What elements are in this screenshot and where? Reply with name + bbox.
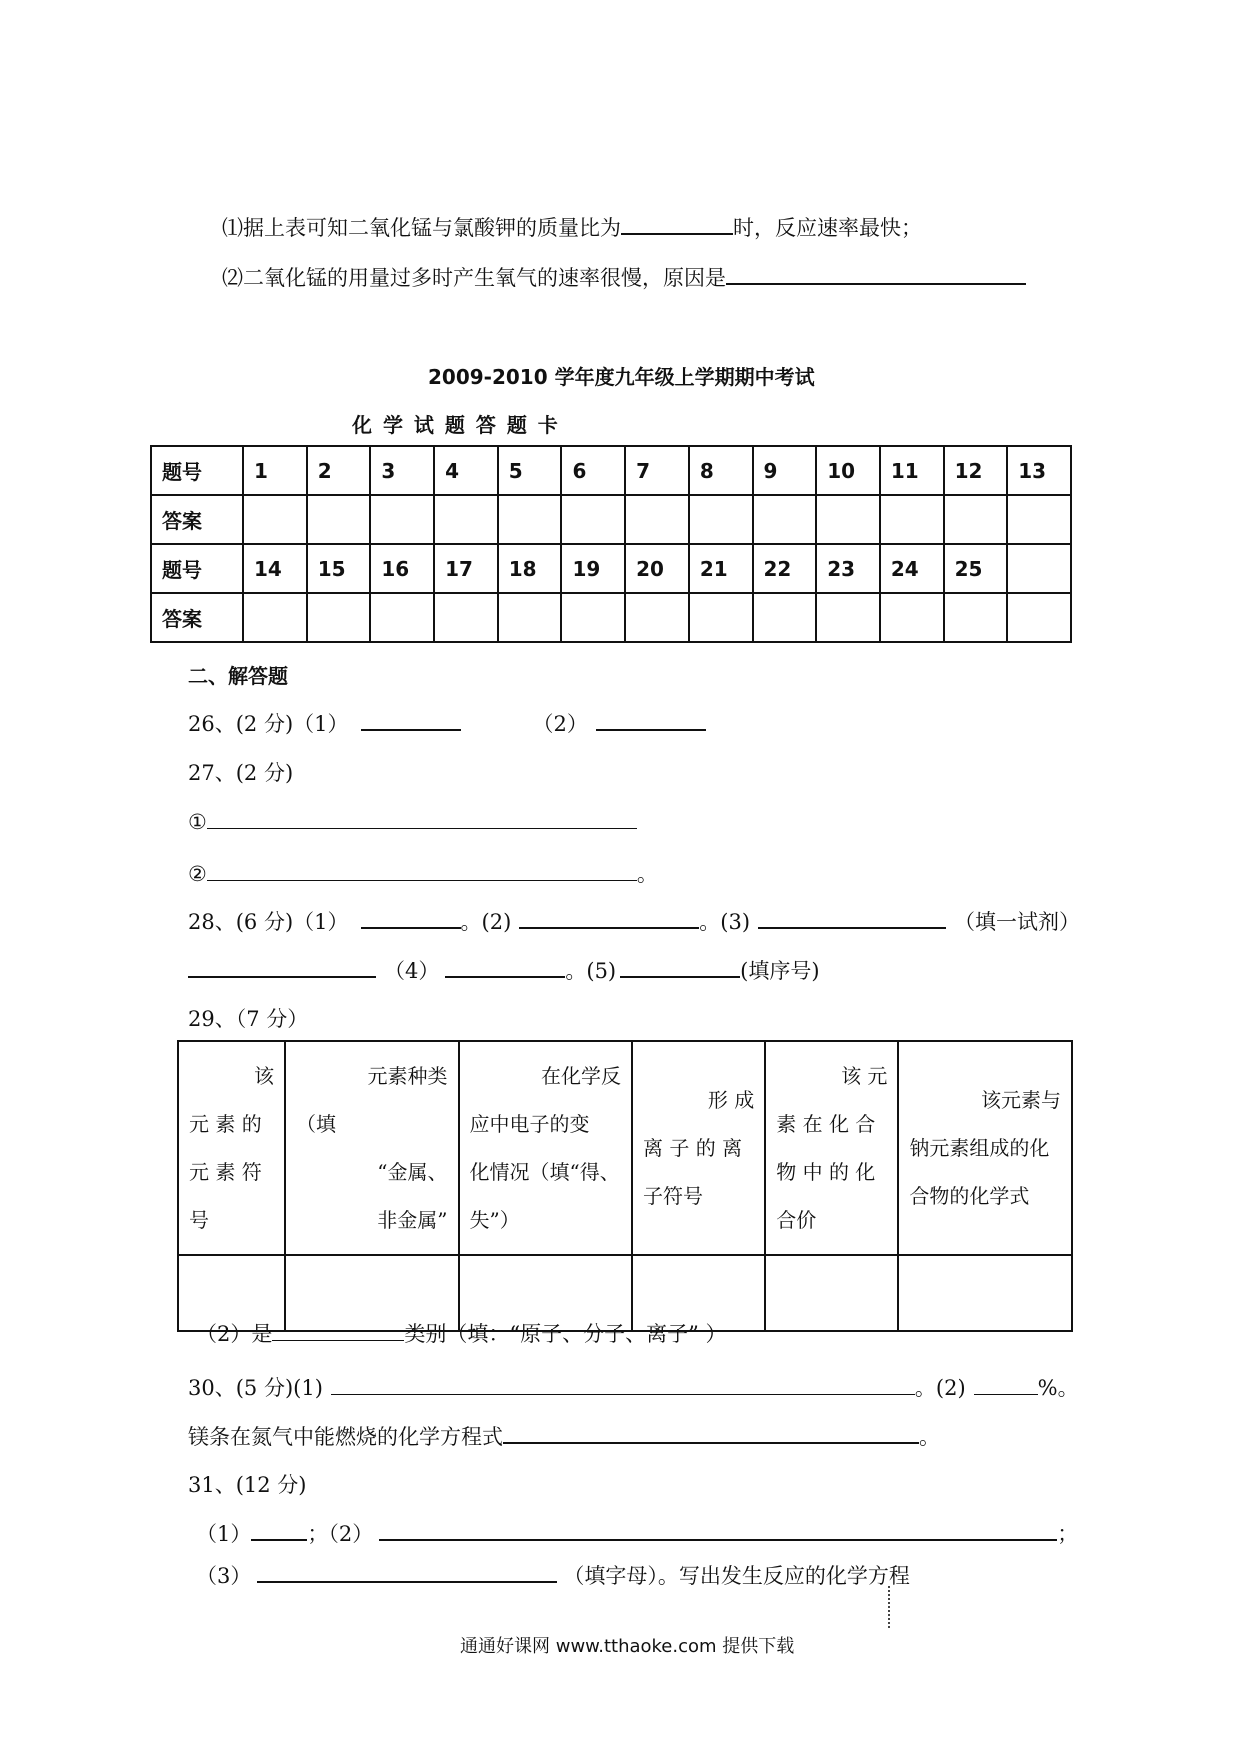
- answer-cell[interactable]: [243, 495, 307, 544]
- question-number: 18: [498, 544, 562, 593]
- answer-cell[interactable]: [880, 593, 944, 642]
- question-number: 9: [753, 446, 817, 495]
- q27-item-1: ①: [188, 808, 637, 834]
- question-number: 23: [816, 544, 880, 593]
- table-row: [151, 446, 1071, 495]
- header-cell: 该元素与 钠元素组成的化 合物的化学式: [898, 1041, 1072, 1255]
- exam-title: 2009-2010 学年度九年级上学期期中考试: [428, 365, 815, 389]
- answer-cell[interactable]: [243, 593, 307, 642]
- row-label: 答案: [151, 593, 243, 642]
- header-cell: 形 成 离 子 的 离 子符号: [632, 1041, 765, 1255]
- answer-cell[interactable]: [1007, 495, 1071, 544]
- answer-cell[interactable]: [498, 593, 562, 642]
- blank[interactable]: [620, 956, 740, 978]
- answer-cell[interactable]: [816, 495, 880, 544]
- blank[interactable]: [379, 1519, 1057, 1541]
- answer-cell[interactable]: [625, 495, 689, 544]
- answer-cell[interactable]: [880, 495, 944, 544]
- footer: 通通好课网 www.tthaoke.com 提供下载: [460, 1636, 795, 1657]
- blank[interactable]: [519, 907, 699, 929]
- blank[interactable]: [596, 709, 706, 731]
- scan-mark: [888, 1586, 893, 1628]
- answer-cell[interactable]: [498, 495, 562, 544]
- blank[interactable]: [974, 1374, 1038, 1395]
- q31-line1: （1） ；（2） ；: [196, 1518, 1078, 1548]
- question-number: 8: [689, 446, 753, 495]
- answer-cell[interactable]: [689, 593, 753, 642]
- q31-line2: （3） （填字母）。写出发生反应的化学方程: [196, 1560, 910, 1590]
- question-number: 12: [944, 446, 1008, 495]
- question-number: 21: [689, 544, 753, 593]
- answer-cell[interactable]: [370, 593, 434, 642]
- blank[interactable]: [361, 709, 461, 731]
- table-row: [151, 544, 1071, 593]
- answer-cell[interactable]: [944, 593, 1008, 642]
- question-number: 22: [753, 544, 817, 593]
- question-number: 14: [243, 544, 307, 593]
- answer-cell[interactable]: [625, 593, 689, 642]
- answer-cell[interactable]: [816, 593, 880, 642]
- blank[interactable]: [188, 956, 376, 978]
- table-row: [151, 593, 1071, 642]
- blank[interactable]: [251, 1519, 307, 1541]
- q27-label: 27、(2 分): [188, 761, 294, 785]
- blank[interactable]: [503, 1422, 919, 1444]
- question-number: 20: [625, 544, 689, 593]
- answer-cell[interactable]: [370, 495, 434, 544]
- q30-line2: 镁条在氮气中能燃烧的化学方程式 。: [188, 1421, 940, 1451]
- blank[interactable]: [758, 907, 946, 929]
- blank[interactable]: [257, 1561, 557, 1583]
- question-number: 7: [625, 446, 689, 495]
- row-label: 题号: [151, 544, 243, 593]
- question-number: 5: [498, 446, 562, 495]
- q29-label: 29、（7 分）: [188, 1007, 309, 1031]
- question-number: 24: [880, 544, 944, 593]
- question-number: 3: [370, 446, 434, 495]
- blank[interactable]: [726, 263, 1026, 285]
- answer-cell[interactable]: [944, 495, 1008, 544]
- answer-cell[interactable]: [753, 593, 817, 642]
- q28-line2: （4） 。(5) (填序号): [188, 955, 820, 985]
- table-row: [151, 495, 1071, 544]
- table-row: [178, 1041, 1072, 1255]
- answer-cell[interactable]: [434, 593, 498, 642]
- answer-cell[interactable]: [434, 495, 498, 544]
- question-number: 4: [434, 446, 498, 495]
- question-number: 10: [816, 446, 880, 495]
- blank[interactable]: [361, 907, 461, 929]
- header-cell: 该 元 素 在 化 合 物 中 的 化 合价: [765, 1041, 898, 1255]
- blank[interactable]: [207, 808, 637, 829]
- top-q2: ⑵二氧化锰的用量过多时产生氧气的速率很慢，原因是: [222, 262, 1026, 292]
- question-number: 1: [243, 446, 307, 495]
- answer-cell[interactable]: [1007, 593, 1071, 642]
- card-title: 化 学 试 题 答 题 卡: [352, 413, 560, 437]
- answer-cell[interactable]: [689, 495, 753, 544]
- question-number: 11: [880, 446, 944, 495]
- row-label: 答案: [151, 495, 243, 544]
- question-number: 2: [307, 446, 371, 495]
- answer-cell[interactable]: [307, 593, 371, 642]
- blank[interactable]: [272, 1320, 404, 1341]
- q27-item-2: ② 。: [188, 862, 658, 886]
- blank[interactable]: [621, 213, 733, 235]
- answer-cell[interactable]: [561, 593, 625, 642]
- question-number: 25: [944, 544, 1008, 593]
- q30-line1: 30、(5 分)(1) 。(2) %。: [188, 1376, 1079, 1400]
- answer-cell[interactable]: [561, 495, 625, 544]
- question-number: 13: [1007, 446, 1071, 495]
- q28-line1: 28、(6 分)（1） 。(2) 。(3) （填一试剂）: [188, 906, 1080, 936]
- top-q1: ⑴据上表可知二氧化锰与氯酸钾的质量比为 时，反应速率最快；: [222, 212, 922, 242]
- header-cell: 该 元 素 的 元 素 符 号: [178, 1041, 285, 1255]
- question-number: 15: [307, 544, 371, 593]
- header-cell: 在化学反 应中电子的变 化情况（填“得、 失”）: [459, 1041, 633, 1255]
- header-cell: 元素种类 （填 “金属、 非金属”: [285, 1041, 459, 1255]
- blank[interactable]: [207, 860, 637, 881]
- q31-label: 31、(12 分): [188, 1473, 307, 1497]
- blank[interactable]: [331, 1374, 915, 1395]
- section-heading: 二、解答题: [188, 664, 288, 688]
- answer-cell[interactable]: [765, 1255, 898, 1331]
- question-number: 17: [434, 544, 498, 593]
- answer-table: [150, 445, 1072, 643]
- question-number: 16: [370, 544, 434, 593]
- question-number: 6: [561, 446, 625, 495]
- question-number: [1007, 544, 1071, 593]
- answer-cell[interactable]: [307, 495, 371, 544]
- answer-cell[interactable]: [753, 495, 817, 544]
- q29-table: [177, 1040, 1073, 1332]
- answer-cell[interactable]: [898, 1255, 1072, 1331]
- row-label: 题号: [151, 446, 243, 495]
- question-number: 19: [561, 544, 625, 593]
- blank[interactable]: [445, 956, 565, 978]
- q26: 26、(2 分)（1） （2）: [188, 708, 706, 738]
- q29-after: （2）是 类别（填：“原子、分子、离子” ）: [196, 1322, 727, 1346]
